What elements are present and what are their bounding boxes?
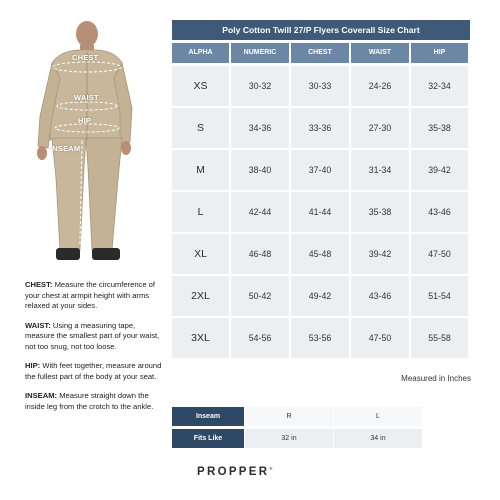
cell-alpha: L — [172, 192, 229, 232]
table-row — [172, 150, 470, 190]
cell-waist: 35-38 — [351, 192, 409, 232]
measurement-notes — [25, 280, 165, 421]
header-numeric: NUMERIC — [231, 43, 289, 63]
cell-waist: 31-34 — [351, 150, 409, 190]
cell-numeric: 50-42 — [231, 276, 289, 316]
inseam-regular: R — [245, 407, 333, 426]
note-text: With feet together, measure around the fullest part of the body at your seat. — [25, 361, 162, 381]
cell-hip: 47-50 — [411, 234, 468, 274]
cell-chest: 41-44 — [291, 192, 349, 232]
cell-hip: 55-58 — [411, 318, 468, 358]
inseam-row-label: Inseam — [172, 407, 244, 426]
cell-chest: 53-56 — [291, 318, 349, 358]
table-row — [172, 66, 470, 106]
inseam-label: INSEAM — [50, 144, 81, 153]
header-alpha: ALPHA — [172, 43, 229, 63]
registered-mark: ® — [269, 466, 273, 471]
note-text: Measure straight down the inside leg from the crotch to the ankle. — [25, 391, 154, 411]
table-row — [172, 108, 470, 148]
propper-logo — [197, 466, 272, 478]
table-row — [172, 407, 422, 426]
table-row — [172, 234, 470, 274]
cell-waist: 24-26 — [351, 66, 409, 106]
cell-alpha: XS — [172, 66, 229, 106]
size-chart-title: Poly Cotton Twill 27/P Flyers Coverall Size Chart — [172, 20, 470, 40]
waist-label: WAIST — [74, 93, 99, 102]
inseam-table — [172, 407, 422, 451]
cell-numeric: 42-44 — [231, 192, 289, 232]
fits-like-long: 34 in — [334, 429, 422, 448]
header-hip: HIP — [411, 43, 468, 63]
hip-label: HIP — [78, 116, 92, 125]
cell-numeric: 30-32 — [231, 66, 289, 106]
cell-hip: 32-34 — [411, 66, 468, 106]
cell-chest: 49-42 — [291, 276, 349, 316]
cell-hip: 43-46 — [411, 192, 468, 232]
note-term: CHEST: — [25, 280, 53, 289]
cell-numeric: 34-36 — [231, 108, 289, 148]
note-text: Using a measuring tape, measure the smallest part of your waist, not too snug, not too loose. — [25, 320, 160, 351]
cell-chest: 37-40 — [291, 150, 349, 190]
hip-note — [25, 361, 165, 382]
cell-alpha: XL — [172, 234, 229, 274]
chest-label: CHEST — [72, 53, 99, 62]
size-chart-header — [172, 43, 470, 63]
cell-hip: 35-38 — [411, 108, 468, 148]
brand-name: PROPPER — [197, 466, 270, 478]
cell-hip: 51-54 — [411, 276, 468, 316]
table-row — [172, 429, 422, 448]
cell-waist: 27-30 — [351, 108, 409, 148]
inseam-long: L — [334, 407, 422, 426]
table-row — [172, 318, 470, 358]
cell-alpha: 3XL — [172, 318, 229, 358]
size-chart — [172, 20, 470, 360]
chest-note — [25, 280, 165, 312]
table-row — [172, 192, 470, 232]
header-chest: CHEST — [291, 43, 349, 63]
cell-hip: 39-42 — [411, 150, 468, 190]
fits-like-regular: 32 in — [245, 429, 333, 448]
note-term: WAIST: — [25, 320, 51, 330]
cell-waist: 39-42 — [351, 234, 409, 274]
cell-numeric: 54-56 — [231, 318, 289, 358]
cell-chest: 33-36 — [291, 108, 349, 148]
inseam-note — [25, 391, 165, 412]
note-term: INSEAM: — [25, 391, 58, 400]
fits-like-row-label: Fits Like — [172, 429, 244, 448]
waist-note — [25, 321, 165, 353]
cell-alpha: 2XL — [172, 276, 229, 316]
cell-alpha: S — [172, 108, 229, 148]
note-term: HIP: — [25, 361, 41, 370]
note-text: Measure the circumference of your chest at armpit height with arms relaxed at your sides. — [25, 280, 156, 310]
cell-alpha: M — [172, 150, 229, 190]
cell-chest: 30-33 — [291, 66, 349, 106]
cell-chest: 45-48 — [291, 234, 349, 274]
cell-numeric: 46-48 — [231, 234, 289, 274]
measured-in-inches-note: Measured in Inches — [401, 374, 471, 383]
model-figure — [20, 18, 155, 273]
header-waist: WAIST — [351, 43, 409, 63]
table-row — [172, 276, 470, 316]
cell-waist: 47-50 — [351, 318, 409, 358]
cell-waist: 43-46 — [351, 276, 409, 316]
cell-numeric: 38-40 — [231, 150, 289, 190]
